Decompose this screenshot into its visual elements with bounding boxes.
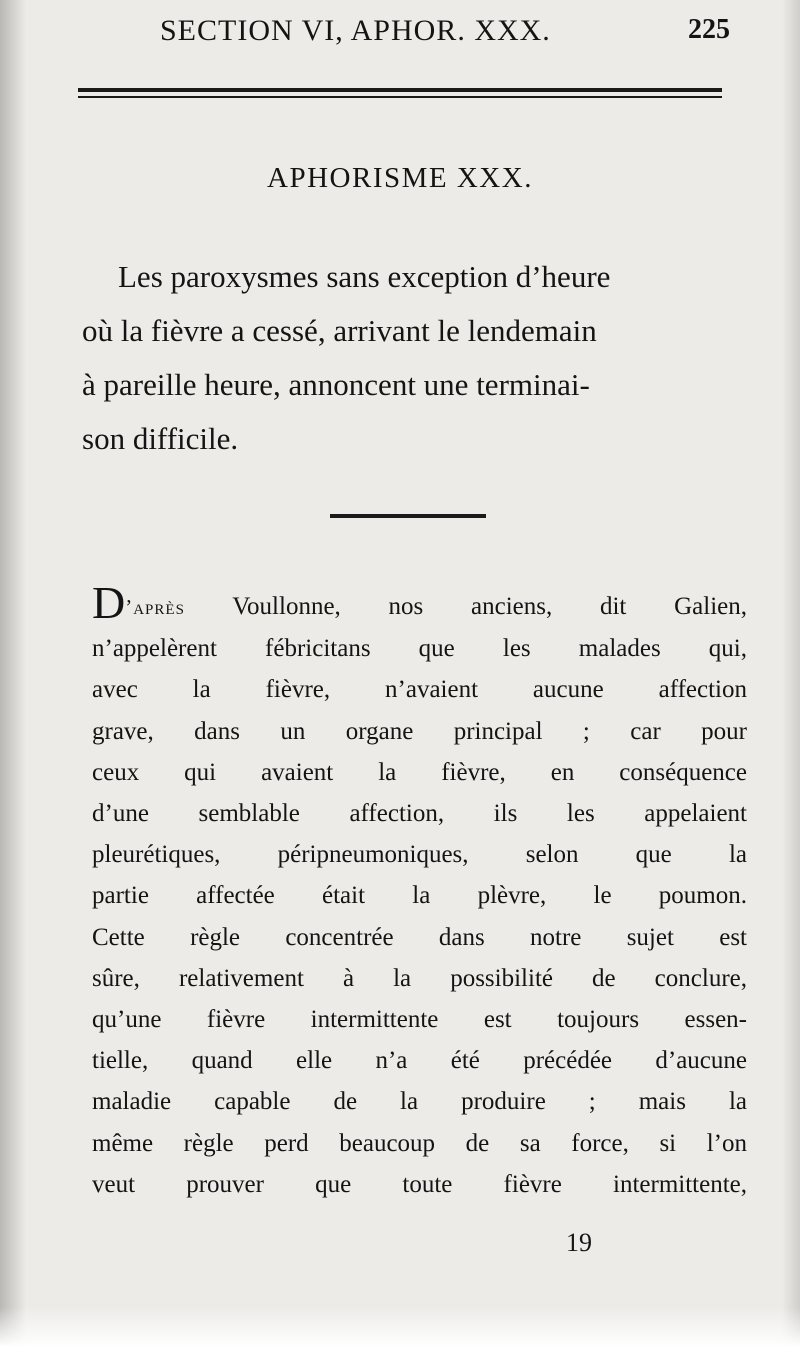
running-title: SECTION VI, APHOR. XXX. [160, 14, 551, 47]
commentary-first-line [92, 577, 747, 628]
first-line-text: Voullonne, nos anciens, dit Galien, [184, 593, 747, 620]
commentary-line: même règle perd beaucoup de sa force, si l’on [92, 1129, 747, 1157]
small-caps-word: ’après [125, 595, 185, 619]
spine-shadow [0, 0, 26, 1347]
page-edge [782, 0, 800, 1347]
commentary-line: Cette règle concentrée dans notre sujet est [92, 923, 747, 951]
running-head [160, 14, 730, 58]
commentary [92, 577, 752, 1205]
page-bottom-edge [0, 1307, 800, 1347]
commentary-line: maladie capable de la produire ; mais la [92, 1088, 747, 1116]
commentary-line: veut prouver que toute fièvre intermittente, [92, 1170, 747, 1198]
commentary-line: d’une semblable affection, ils les appelaient [92, 800, 747, 828]
aphorism-line: son difficile. [82, 421, 239, 456]
commentary-line: n’appelèrent fébricitans que les malades qui, [92, 635, 747, 663]
header-rule-thick [78, 88, 722, 92]
commentary-line: qu’une fièvre intermittente est toujours essen- [92, 1006, 747, 1034]
aphorism-line: Les paroxysmes sans exception d’heure [118, 259, 611, 294]
aphorism-title: APHORISME XXX. [267, 162, 533, 194]
aphorism-line: à pareille heure, annoncent une terminai- [82, 367, 590, 402]
page-number: 225 [688, 14, 730, 45]
commentary-line: partie affectée était la plèvre, le poumon. [92, 882, 747, 910]
header-rule-thin [78, 96, 722, 98]
section-divider [330, 514, 486, 518]
commentary-line: ceux qui avaient la fièvre, en conséquence [92, 758, 747, 786]
signature-mark: 19 [566, 1228, 592, 1257]
commentary-line: grave, dans un organe principal ; car pour [92, 717, 747, 745]
commentary-line: avec la fièvre, n’avaient aucune affection [92, 676, 747, 704]
commentary-line: pleurétiques, péripneumoniques, selon que la [92, 841, 747, 869]
drop-cap: D [92, 577, 126, 628]
commentary-line: tielle, quand elle n’a été précédée d’aucune [92, 1047, 747, 1075]
aphorism-line: où la fièvre a cessé, arrivant le lendemain [82, 313, 597, 348]
aphorism-text [82, 250, 730, 466]
commentary-line: sûre, relativement à la possibilité de conclure, [92, 964, 747, 992]
